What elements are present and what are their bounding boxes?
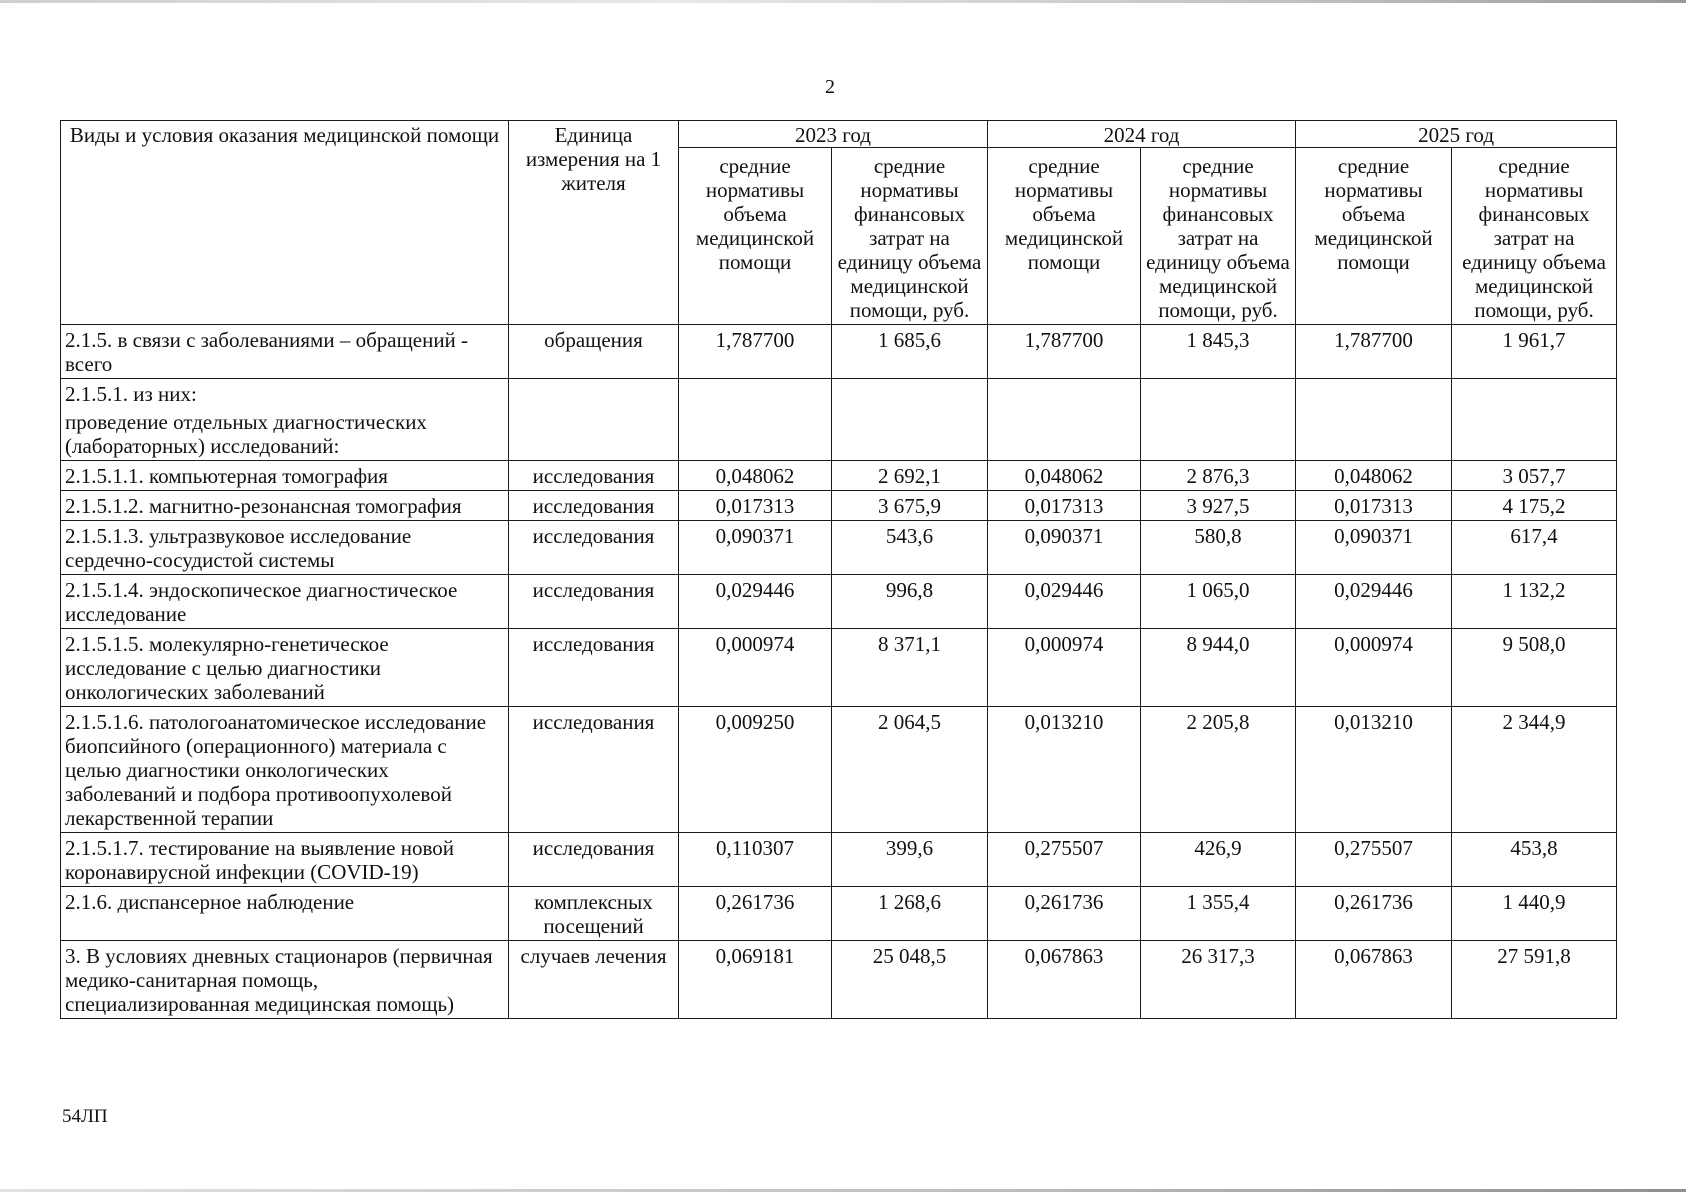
norms-table (60, 120, 1617, 1019)
row-volume-2024: 0,090371 (988, 521, 1141, 575)
row-volume-2025: 0,261736 (1296, 887, 1452, 941)
row-cost-2023: 25 048,5 (832, 941, 988, 1019)
row-volume-2025: 0,013210 (1296, 707, 1452, 833)
header-kind: Виды и условия оказания медицинской помощи (61, 121, 509, 325)
table-row (61, 575, 1617, 629)
row-cost-2024: 426,9 (1141, 833, 1296, 887)
row-volume-2025 (1296, 379, 1452, 461)
row-unit: обращения (509, 325, 679, 379)
row-cost-2025: 3 057,7 (1452, 461, 1617, 491)
row-volume-2023: 0,090371 (679, 521, 832, 575)
row-name: 3. В условиях дневных стационаров (первичная медико-санитарная помощь, специализированная медицинская помощь) (61, 941, 509, 1019)
row-volume-2024: 0,261736 (988, 887, 1141, 941)
header-cost-2023: средние нормативы финансовых затрат на единицу объема медицинской помощи, руб. (832, 148, 988, 325)
header-cost-2025: средние нормативы финансовых затрат на единицу объема медицинской помощи, руб. (1452, 148, 1617, 325)
row-unit: исследования (509, 461, 679, 491)
row-unit: комплексных посещений (509, 887, 679, 941)
row-cost-2024: 2 876,3 (1141, 461, 1296, 491)
footer-code: 54ЛП (62, 1106, 108, 1127)
row-volume-2024: 0,048062 (988, 461, 1141, 491)
row-volume-2025: 0,000974 (1296, 629, 1452, 707)
row-volume-2025: 0,275507 (1296, 833, 1452, 887)
row-cost-2025: 617,4 (1452, 521, 1617, 575)
row-volume-2025: 0,048062 (1296, 461, 1452, 491)
row-volume-2024 (988, 379, 1141, 461)
table-row (61, 941, 1617, 1019)
row-name: 2.1.6. диспансерное наблюдение (61, 887, 509, 941)
row-cost-2024: 8 944,0 (1141, 629, 1296, 707)
header-year-2023: 2023 год (679, 121, 988, 148)
row-cost-2025: 27 591,8 (1452, 941, 1617, 1019)
header-unit: Единица измерения на 1 жителя (509, 121, 679, 325)
row-name-line2: проведение отдельных диагностических (лабораторных) исследований: (65, 410, 427, 458)
row-cost-2024: 1 845,3 (1141, 325, 1296, 379)
row-volume-2023: 0,261736 (679, 887, 832, 941)
row-cost-2025: 1 132,2 (1452, 575, 1617, 629)
row-volume-2024: 0,000974 (988, 629, 1141, 707)
table-row (61, 521, 1617, 575)
row-unit (509, 379, 679, 461)
row-cost-2024: 1 065,0 (1141, 575, 1296, 629)
row-volume-2023: 0,009250 (679, 707, 832, 833)
table-row (61, 379, 1617, 461)
row-cost-2024 (1141, 379, 1296, 461)
row-cost-2023: 8 371,1 (832, 629, 988, 707)
table-row (61, 325, 1617, 379)
row-volume-2023: 0,017313 (679, 491, 832, 521)
row-volume-2023 (679, 379, 832, 461)
row-cost-2024: 3 927,5 (1141, 491, 1296, 521)
page-number: 2 (825, 76, 835, 98)
row-volume-2024: 0,275507 (988, 833, 1141, 887)
row-volume-2024: 0,013210 (988, 707, 1141, 833)
row-cost-2023: 2 064,5 (832, 707, 988, 833)
header-row-years (61, 121, 1617, 148)
row-volume-2025: 0,090371 (1296, 521, 1452, 575)
row-cost-2023: 399,6 (832, 833, 988, 887)
row-volume-2024: 0,017313 (988, 491, 1141, 521)
row-volume-2025: 1,787700 (1296, 325, 1452, 379)
row-name: 2.1.5.1.5. молекулярно-генетическое исследование с целью диагностики онкологических заболеваний (61, 629, 509, 707)
row-volume-2023: 1,787700 (679, 325, 832, 379)
header-year-2024: 2024 год (988, 121, 1296, 148)
table-row (61, 629, 1617, 707)
row-cost-2025 (1452, 379, 1617, 461)
row-cost-2025: 2 344,9 (1452, 707, 1617, 833)
row-name: 2.1.5.1.4. эндоскопическое диагностическое исследование (61, 575, 509, 629)
row-volume-2025: 0,029446 (1296, 575, 1452, 629)
table-row (61, 887, 1617, 941)
row-volume-2024: 0,029446 (988, 575, 1141, 629)
header-year-2025: 2025 год (1296, 121, 1617, 148)
row-name: 2.1.5.1.6. патологоанатомическое исследование биопсийного (операционного) материала с целью диагностики онкологических заболеваний и подбора противоопухолевой лекарственной терапии (61, 707, 509, 833)
header-volume-2024: средние нормативы объема медицинской помощи (988, 148, 1141, 325)
row-cost-2024: 580,8 (1141, 521, 1296, 575)
row-cost-2025: 1 440,9 (1452, 887, 1617, 941)
row-volume-2023: 0,069181 (679, 941, 832, 1019)
row-name: 2.1.5.1.1. компьютерная томография (61, 461, 509, 491)
row-name-line1: 2.1.5.1. из них: (65, 382, 197, 406)
row-name: 2.1.5.1.2. магнитно-резонансная томография (61, 491, 509, 521)
header-volume-2023: средние нормативы объема медицинской помощи (679, 148, 832, 325)
table-row (61, 833, 1617, 887)
row-cost-2024: 2 205,8 (1141, 707, 1296, 833)
row-volume-2023: 0,048062 (679, 461, 832, 491)
row-cost-2023: 1 268,6 (832, 887, 988, 941)
row-volume-2023: 0,110307 (679, 833, 832, 887)
row-cost-2025: 4 175,2 (1452, 491, 1617, 521)
row-unit: исследования (509, 707, 679, 833)
row-volume-2023: 0,029446 (679, 575, 832, 629)
scan-edge-top (0, 0, 1686, 3)
row-volume-2023: 0,000974 (679, 629, 832, 707)
row-unit: исследования (509, 491, 679, 521)
row-name: 2.1.5. в связи с заболеваниями – обращений - всего (61, 325, 509, 379)
header-cost-2024: средние нормативы финансовых затрат на единицу объема медицинской помощи, руб. (1141, 148, 1296, 325)
row-unit: исследования (509, 521, 679, 575)
row-volume-2025: 0,067863 (1296, 941, 1452, 1019)
row-cost-2025: 453,8 (1452, 833, 1617, 887)
row-name: 2.1.5.1.3. ультразвуковое исследование сердечно-сосудистой системы (61, 521, 509, 575)
row-cost-2023 (832, 379, 988, 461)
row-volume-2024: 0,067863 (988, 941, 1141, 1019)
row-volume-2025: 0,017313 (1296, 491, 1452, 521)
row-cost-2023: 3 675,9 (832, 491, 988, 521)
header-volume-2025: средние нормативы объема медицинской помощи (1296, 148, 1452, 325)
table-row (61, 491, 1617, 521)
row-cost-2023: 996,8 (832, 575, 988, 629)
row-unit: исследования (509, 833, 679, 887)
row-cost-2024: 1 355,4 (1141, 887, 1296, 941)
row-volume-2024: 1,787700 (988, 325, 1141, 379)
scan-edge-bottom (0, 1189, 1686, 1192)
row-name (61, 379, 509, 461)
row-name: 2.1.5.1.7. тестирование на выявление новой коронавирусной инфекции (COVID-19) (61, 833, 509, 887)
row-unit: исследования (509, 575, 679, 629)
row-cost-2025: 1 961,7 (1452, 325, 1617, 379)
row-unit: случаев лечения (509, 941, 679, 1019)
row-cost-2025: 9 508,0 (1452, 629, 1617, 707)
row-cost-2023: 543,6 (832, 521, 988, 575)
row-cost-2024: 26 317,3 (1141, 941, 1296, 1019)
row-cost-2023: 1 685,6 (832, 325, 988, 379)
table-row (61, 707, 1617, 833)
table-row (61, 461, 1617, 491)
row-unit: исследования (509, 629, 679, 707)
row-cost-2023: 2 692,1 (832, 461, 988, 491)
